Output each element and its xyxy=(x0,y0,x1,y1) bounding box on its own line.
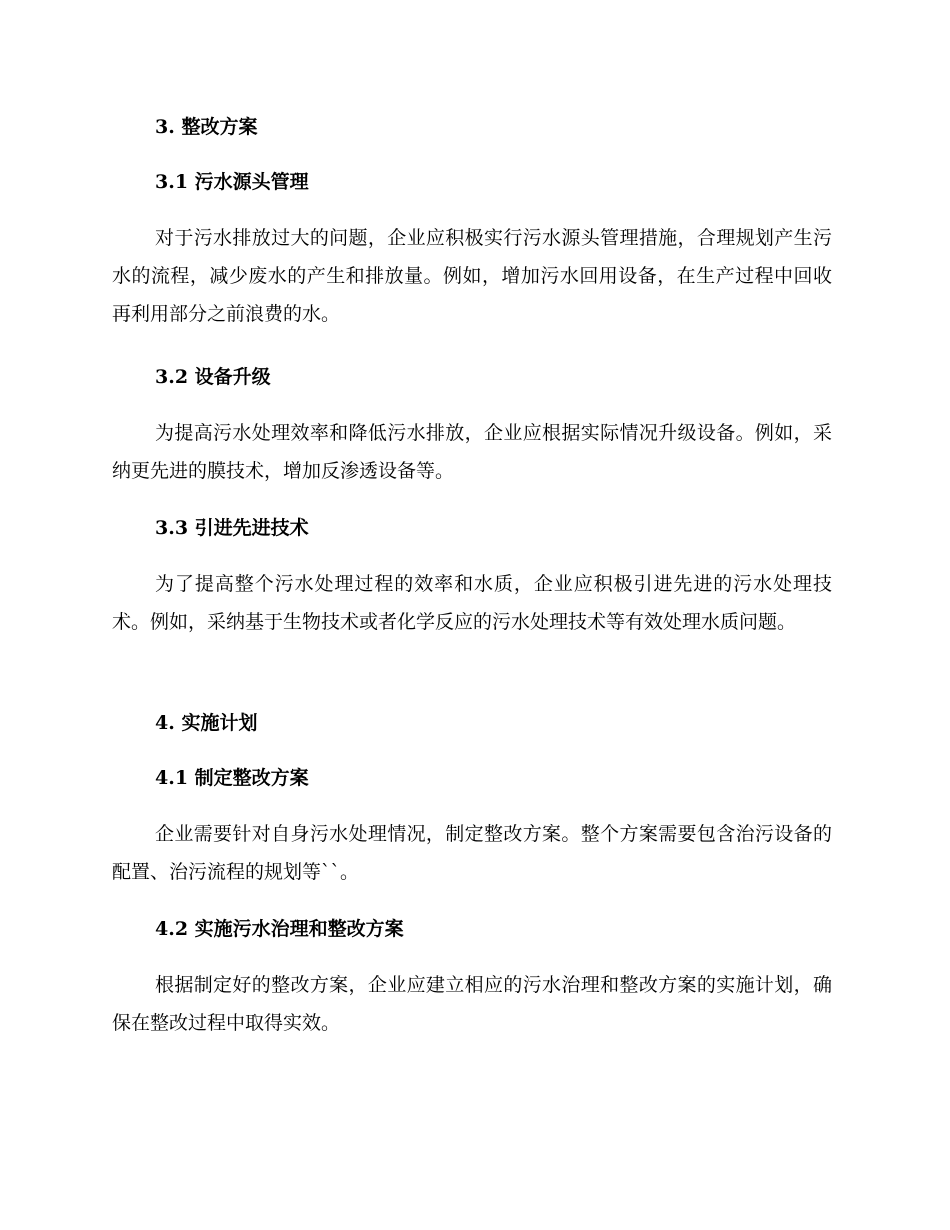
section-paragraph-4-1: 企业需要针对自身污水处理情况，制定整改方案。整个方案需要包含治污设备的配置、治污流程的规划等``。 xyxy=(112,823,832,883)
section-heading-3: 3. 整改方案 xyxy=(155,116,258,138)
section-paragraph-3-1: 对于污水排放过大的问题，企业应积极实行污水源头管理措施，合理规划产生污水的流程，减少废水的产生和排放量。例如，增加污水回用设备，在生产过程中回收再利用部分之前浪费的水。 xyxy=(112,227,832,325)
section-heading-3-3: 3.3 引进先进技术 xyxy=(155,517,309,539)
section-paragraph-4-2: 根据制定好的整改方案，企业应建立相应的污水治理和整改方案的实施计划，确保在整改过程中取得实效。 xyxy=(112,974,832,1034)
section-heading-4-1: 4.1 制定整改方案 xyxy=(155,767,309,789)
section-heading-4-2: 4.2 实施污水治理和整改方案 xyxy=(155,918,404,940)
section-heading-4: 4. 实施计划 xyxy=(155,712,258,734)
section-paragraph-3-3: 为了提高整个污水处理过程的效率和水质，企业应积极引进先进的污水处理技术。例如，采纳基于生物技术或者化学反应的污水处理技术等有效处理水质问题。 xyxy=(112,573,832,633)
section-heading-3-2: 3.2 设备升级 xyxy=(155,366,271,388)
section-paragraph-3-2: 为提高污水处理效率和降低污水排放，企业应根据实际情况升级设备。例如，采纳更先进的膜技术，增加反渗透设备等。 xyxy=(112,422,832,482)
section-heading-3-1: 3.1 污水源头管理 xyxy=(155,171,309,193)
